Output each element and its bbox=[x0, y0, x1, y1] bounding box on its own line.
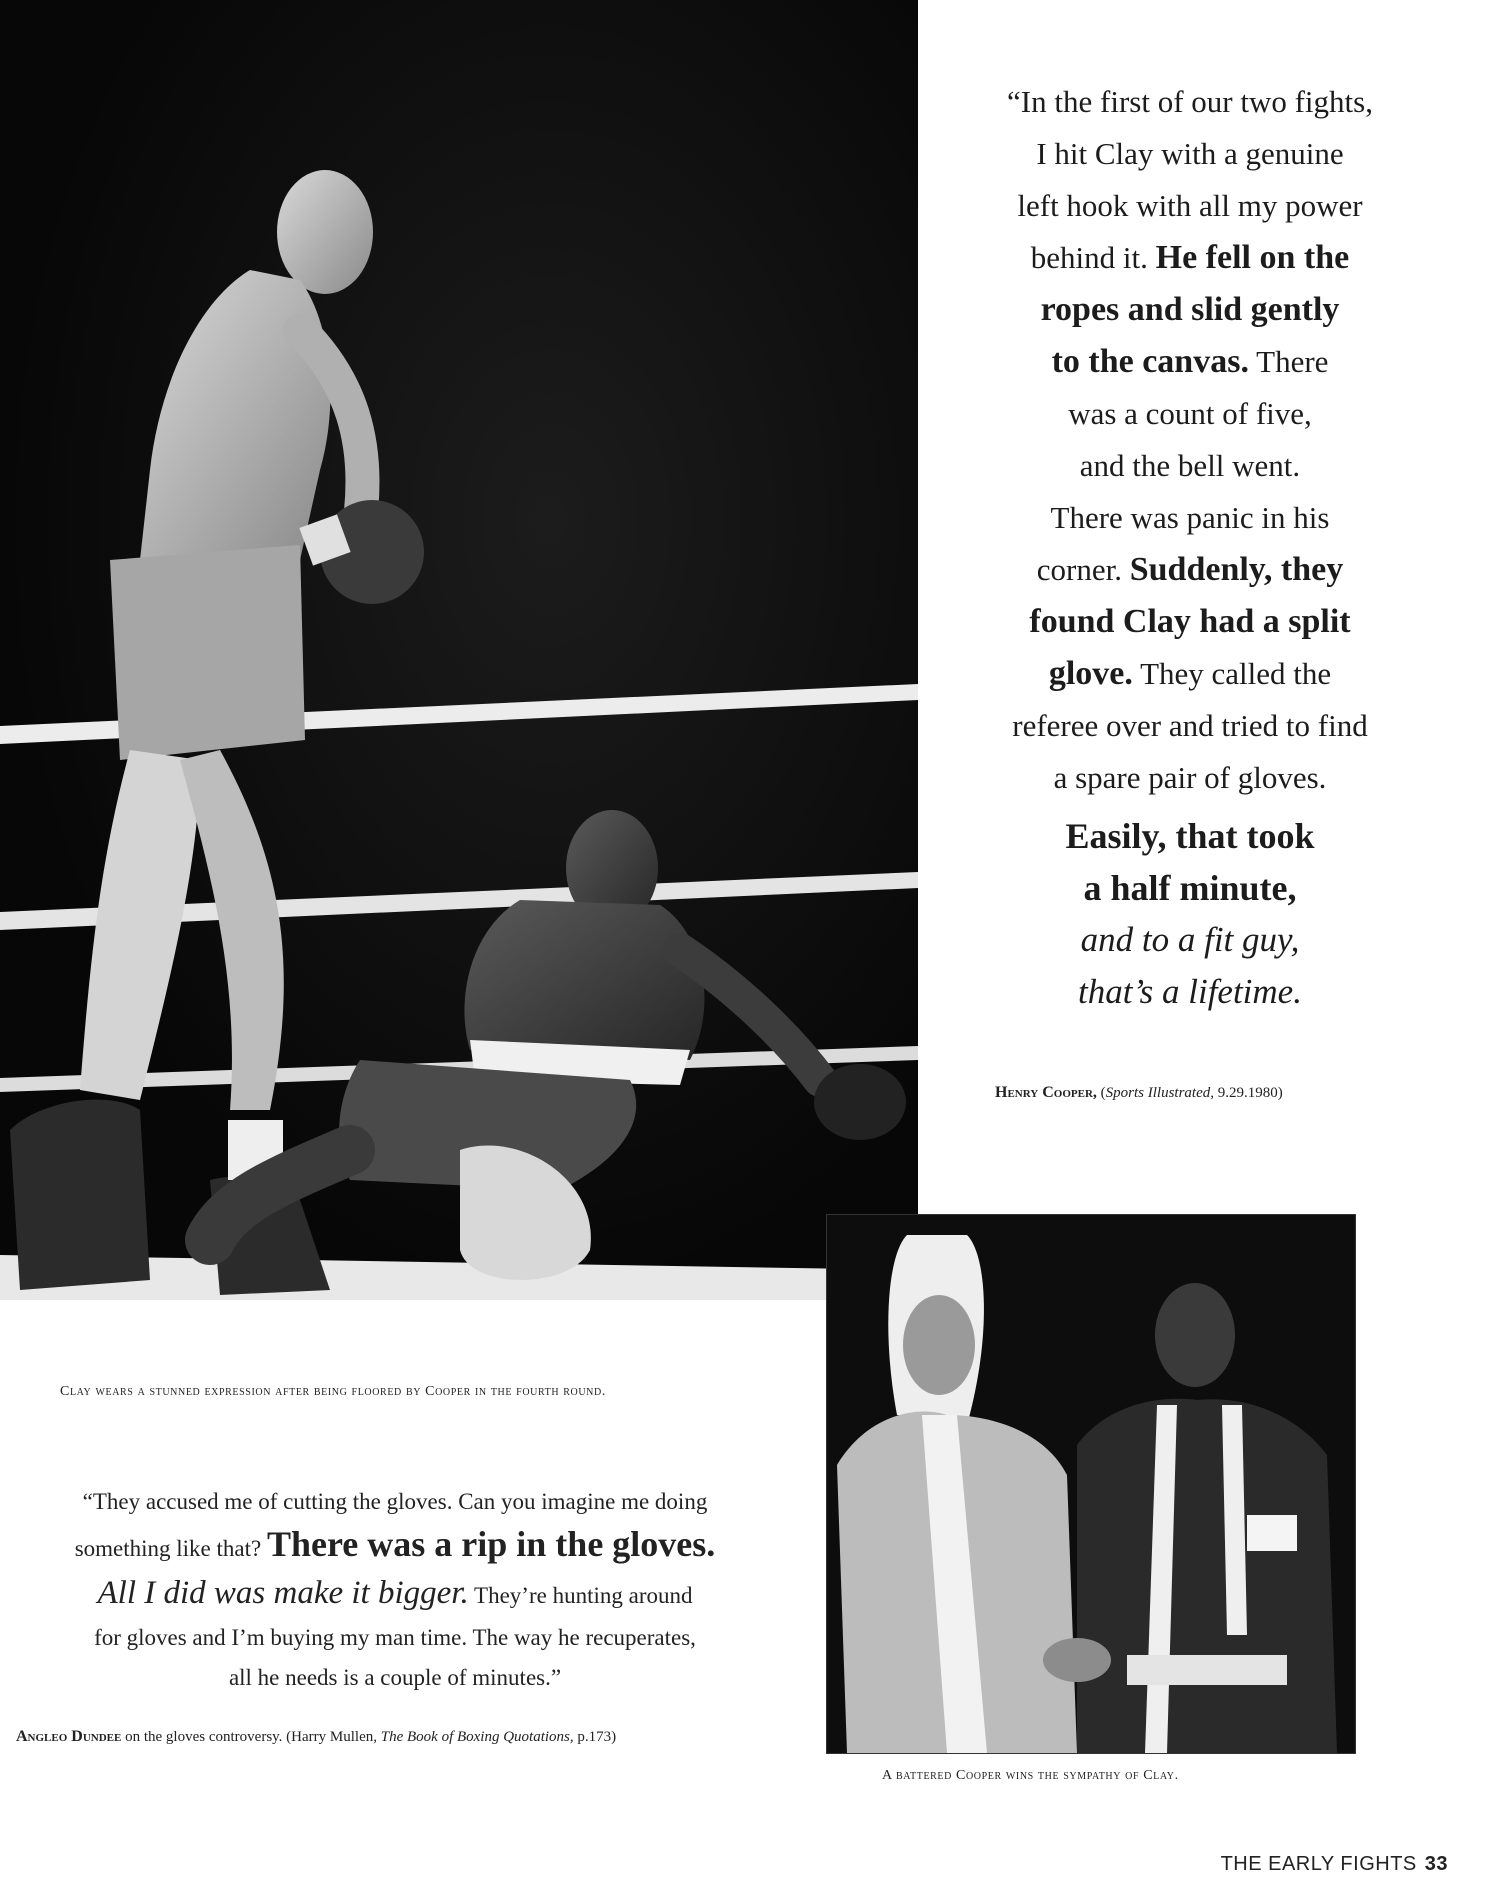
quote-line bbox=[955, 232, 1425, 284]
quote-text: behind it. bbox=[1030, 240, 1156, 275]
main-photo bbox=[0, 0, 918, 1300]
quote-highlight: a half minute, bbox=[1083, 868, 1297, 908]
quote-emphasis: There was a rip in the gloves. bbox=[266, 1524, 716, 1564]
attribution-name: Henry Cooper, bbox=[995, 1084, 1097, 1101]
quote-text: corner. bbox=[1036, 552, 1130, 587]
quote-line: There was panic in his bbox=[1050, 500, 1330, 535]
quote-line: “In the first of our two fights, bbox=[1007, 84, 1373, 119]
quote-line: and the bell went. bbox=[1079, 448, 1301, 483]
quote-text: They called the bbox=[1132, 656, 1332, 691]
attribution-source: The Book of Boxing Quotations, bbox=[380, 1729, 574, 1745]
quote-italic: that’s a lifetime. bbox=[1078, 972, 1302, 1011]
quote-italic: All I did was make it bigger. bbox=[97, 1575, 469, 1611]
quote-line bbox=[0, 1571, 790, 1618]
attribution-page: p.173) bbox=[573, 1729, 617, 1745]
second-photo bbox=[826, 1214, 1356, 1754]
quote-text: There bbox=[1248, 344, 1329, 379]
quote-line: “They accused me of cutting the gloves. Can you imagine me doing bbox=[82, 1489, 708, 1514]
cooper-attribution bbox=[995, 1084, 1283, 1102]
quote-line bbox=[955, 648, 1425, 700]
quote-text: They’re hunting around bbox=[468, 1583, 693, 1608]
second-photo-caption: A battered Cooper wins the sympathy of Clay. bbox=[882, 1768, 1179, 1783]
handshake bbox=[1043, 1638, 1111, 1682]
dundee-quote bbox=[0, 1482, 790, 1698]
quote-emphasis: to the canvas. bbox=[1051, 343, 1249, 380]
quote-line: I hit Clay with a genuine bbox=[1036, 136, 1344, 171]
quote-emphasis: Suddenly, they bbox=[1129, 551, 1344, 588]
quote-line: referee over and tried to find bbox=[1012, 708, 1368, 743]
quote-line bbox=[955, 336, 1425, 388]
quote-emphasis: He fell on the bbox=[1155, 239, 1350, 276]
page-folio bbox=[1221, 1853, 1448, 1876]
quote-italic: and to a fit guy, bbox=[1080, 920, 1300, 959]
quote-line bbox=[0, 1522, 790, 1571]
quote-line: left hook with all my power bbox=[1017, 188, 1363, 223]
quote-line: was a count of five, bbox=[1068, 396, 1312, 431]
attribution-date: 9.29.1980) bbox=[1214, 1085, 1283, 1101]
cooper-and-clay-illustration bbox=[827, 1215, 1355, 1753]
quote-emphasis: found Clay had a split bbox=[1029, 603, 1351, 640]
page-number: 33 bbox=[1424, 1853, 1448, 1875]
attribution-text: on the gloves controversy. (Harry Mullen, bbox=[121, 1729, 381, 1745]
attribution-name: Angleo Dundee bbox=[16, 1728, 122, 1745]
cooper-quote bbox=[955, 76, 1425, 1018]
quote-line: all he needs is a couple of minutes.” bbox=[228, 1665, 562, 1690]
quote-emphasis: ropes and slid gently bbox=[1040, 291, 1340, 328]
quote-line: a spare pair of gloves. bbox=[1053, 760, 1327, 795]
section-title: THE EARLY FIGHTS bbox=[1220, 1853, 1417, 1875]
quote-line: for gloves and I’m buying my man time. The way he recuperates, bbox=[94, 1625, 696, 1650]
quote-line bbox=[955, 544, 1425, 596]
dundee-attribution bbox=[16, 1728, 616, 1746]
quote-highlight: Easily, that took bbox=[1065, 816, 1315, 856]
quote-text: something like that? bbox=[74, 1536, 267, 1561]
attribution-source: Sports Illustrated, bbox=[1105, 1085, 1214, 1101]
boxing-ring-illustration bbox=[0, 0, 918, 1300]
attribution-text: ( bbox=[1096, 1085, 1106, 1101]
main-photo-caption: Clay wears a stunned expression after being floored by Cooper in the fourth round. bbox=[60, 1384, 606, 1399]
quote-emphasis: glove. bbox=[1048, 655, 1133, 692]
